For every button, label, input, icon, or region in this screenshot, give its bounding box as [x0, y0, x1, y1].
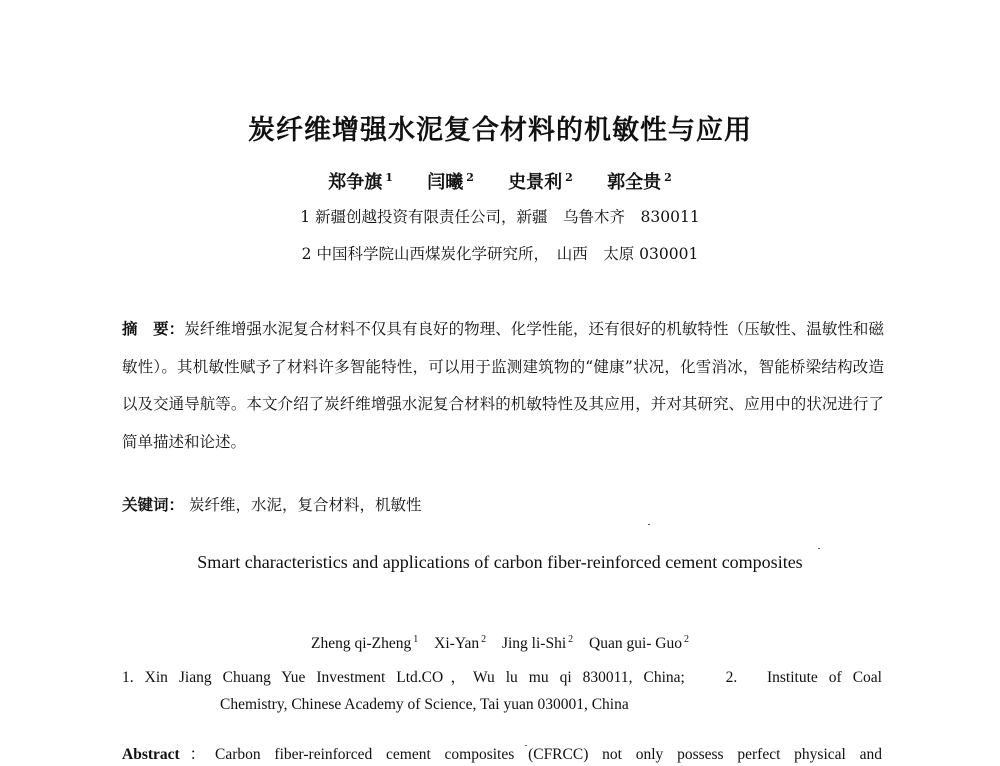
abstract-cn-text: 炭纤维增强水泥复合材料不仅具有良好的物理、化学性能，还有很好的机敏特性（压敏性、温敏性和磁敏性）。其机敏性赋予了材料许多智能特性，可以用于监测建筑物的“健康”状况，化雪消冰，智能桥梁结构改造以及交通导航等。本文介绍了炭纤维增强水泥复合材料的机敏特性及其应用，并对其研究、应用中的状况进行了简单描述和论述。 [122, 320, 884, 451]
abstract-cn-label: 摘 要： [122, 319, 185, 338]
affiliation-cn-2: 2 中国科学院山西煤炭化学研究所， 山西 太原 030001 [301, 245, 699, 263]
author-name: 史景利 [508, 172, 563, 193]
abstract-en-text: ：Carbon fiber-reinforced cement composites (CFRCC) not only possess perfect physical and [179, 746, 882, 763]
author-name: 郑争旗 [328, 172, 383, 193]
keywords-cn-label: 关键词： [122, 495, 185, 514]
author-name: Xi-Yan [434, 635, 480, 653]
author-en [434, 635, 486, 652]
author-en [502, 635, 573, 652]
author-name: Zheng qi-Zheng [310, 635, 412, 653]
paper-title-en: Smart characteristics and applications of carbon fiber-reinforced cement composites [197, 552, 803, 572]
author-cn [508, 172, 573, 193]
author-en [311, 635, 418, 652]
author-name: Quan gui- Guo [589, 635, 683, 653]
authors-cn [0, 168, 1000, 194]
author-cn [328, 172, 393, 193]
author-affiliation-mark: 2 [684, 634, 690, 645]
author-cn [427, 172, 474, 193]
author-name: Jing li-Shi [501, 635, 567, 653]
author-affiliation-mark: 2 [664, 171, 672, 184]
author-affiliation-mark: 2 [466, 171, 474, 184]
affiliations-en [122, 664, 882, 718]
affiliation-cn-1: 1 新疆创越投资有限责任公司，新疆 乌鲁木齐 830011 [300, 208, 700, 226]
affiliation-en-line-2: Chemistry, Chinese Academy of Science, Tai yuan 030001, China [220, 696, 629, 713]
abstract-cn [122, 310, 884, 461]
scan-speck [818, 548, 820, 549]
author-name: 闫曦 [427, 172, 464, 193]
authors-en [0, 634, 1000, 653]
author-name: 郭全贵 [607, 172, 662, 193]
keywords-cn [122, 493, 421, 515]
author-cn [607, 172, 672, 193]
affiliation-en-line-1: 1. Xin Jiang Chuang Yue Investment Ltd.CO，Wu lu mu qi 830011, China; 2. Institute of Coal [122, 669, 882, 686]
abstract-en-label: Abstract [122, 746, 180, 763]
author-affiliation-mark: 1 [413, 634, 419, 645]
keywords-cn-text: 炭纤维，水泥，复合材料，机敏性 [188, 496, 422, 514]
author-affiliation-mark: 1 [385, 171, 393, 184]
scan-speck [525, 745, 527, 746]
author-affiliation-mark: 2 [568, 634, 574, 645]
author-en [589, 635, 689, 652]
scan-speck [648, 524, 650, 525]
author-affiliation-mark: 2 [565, 171, 573, 184]
abstract-en [122, 744, 882, 766]
paper-title-cn: 炭纤维增强水泥复合材料的机敏性与应用 [248, 115, 752, 146]
author-affiliation-mark: 2 [481, 634, 487, 645]
